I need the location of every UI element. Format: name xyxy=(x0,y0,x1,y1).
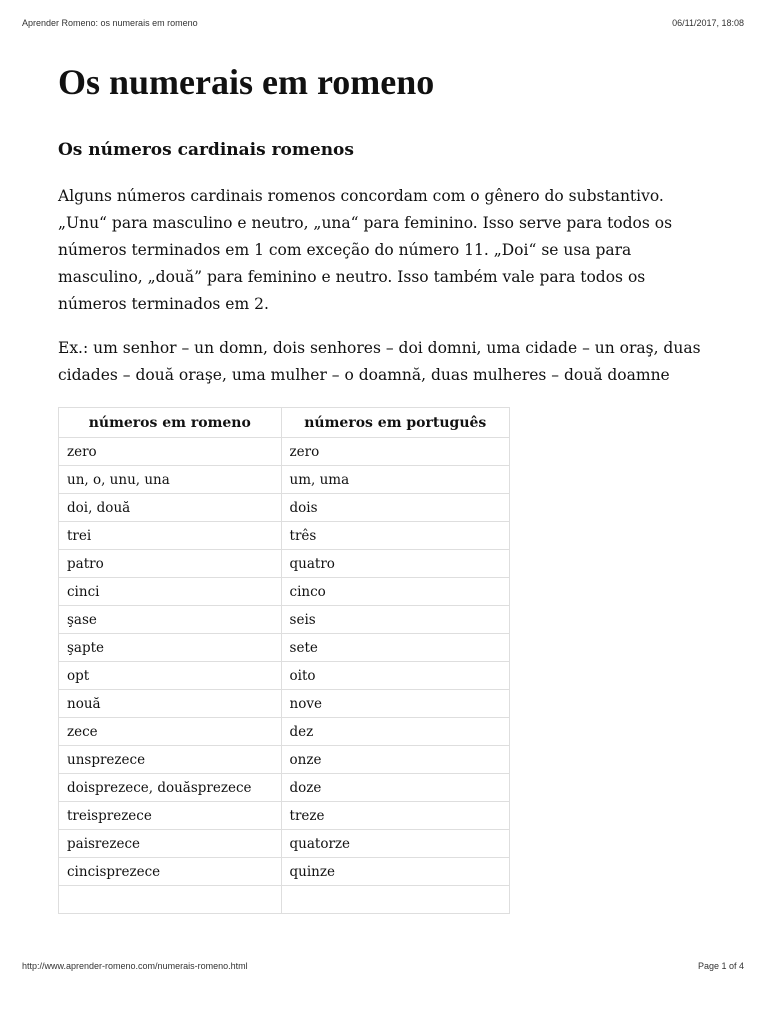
print-footer-url: http://www.aprender-romeno.com/numerais-romeno.html xyxy=(22,961,248,971)
table-row xyxy=(59,858,510,886)
table-row xyxy=(59,802,510,830)
print-header-datetime: 06/11/2017, 18:08 xyxy=(672,18,744,28)
table-row xyxy=(59,522,510,550)
cell-portuguese: treze xyxy=(281,802,509,830)
cell-romanian: şapte xyxy=(59,634,282,662)
print-footer-page-number: Page 1 of 4 xyxy=(697,961,744,971)
table-header-row xyxy=(59,408,510,438)
table-row xyxy=(59,746,510,774)
cell-portuguese: dois xyxy=(281,494,509,522)
cell-romanian: doisprezece, douăsprezece xyxy=(59,774,282,802)
table-row xyxy=(59,634,510,662)
cell-portuguese: um, uma xyxy=(281,466,509,494)
cell-romanian: paisrezece xyxy=(59,830,282,858)
cell-romanian: şase xyxy=(59,606,282,634)
table-row xyxy=(59,550,510,578)
table-body xyxy=(59,438,510,914)
cell-romanian: un, o, unu, una xyxy=(59,466,282,494)
cell-portuguese: dez xyxy=(281,718,509,746)
numbers-table-wrapper xyxy=(58,407,510,919)
paragraph-examples: Ex.: um senhor – un domn, dois senhores – doi domni, uma cidade – un oraş, duas cidades – două oraşe, uma mulher – o doamnă, duas mulheres – două doamne xyxy=(58,339,701,384)
table-row xyxy=(59,438,510,466)
column-header-portuguese: números em português xyxy=(281,408,509,438)
cell-portuguese: quatro xyxy=(281,550,509,578)
cell-portuguese: quinze xyxy=(281,858,509,886)
table-row xyxy=(59,606,510,634)
cell-portuguese: oito xyxy=(281,662,509,690)
column-header-romanian: números em romeno xyxy=(59,408,282,438)
cell-romanian: zero xyxy=(59,438,282,466)
cell-portuguese: seis xyxy=(281,606,509,634)
cell-portuguese: três xyxy=(281,522,509,550)
table-row xyxy=(59,662,510,690)
table-row xyxy=(59,466,510,494)
page-title: Os numerais em romeno xyxy=(58,62,435,102)
cell-portuguese: onze xyxy=(281,746,509,774)
cell-romanian: patro xyxy=(59,550,282,578)
paragraph-gender-agreement: Alguns números cardinais romenos concordam com o gênero do substantivo. „Unu“ para masculino e neutro, „una“ para feminino. Isso serve para todos os números terminados em 1 com exceção do número 11. „Doi“ se usa para masculino, „două” para feminino e neutro. Isso também vale para todos os números terminados em 2. xyxy=(58,187,673,313)
table-row xyxy=(59,578,510,606)
table-row xyxy=(59,690,510,718)
cell-portuguese xyxy=(281,886,509,914)
cell-romanian: treisprezece xyxy=(59,802,282,830)
numbers-table xyxy=(58,407,510,914)
cell-romanian: cinci xyxy=(59,578,282,606)
cell-portuguese: doze xyxy=(281,774,509,802)
table-row xyxy=(59,830,510,858)
cell-romanian xyxy=(59,886,282,914)
cell-portuguese: nove xyxy=(281,690,509,718)
cell-romanian: cincisprezece xyxy=(59,858,282,886)
section-heading: Os números cardinais romenos xyxy=(58,140,354,160)
cell-romanian: zece xyxy=(59,718,282,746)
table-row xyxy=(59,774,510,802)
cell-portuguese: cinco xyxy=(281,578,509,606)
cell-romanian: trei xyxy=(59,522,282,550)
table-row xyxy=(59,494,510,522)
cell-portuguese: zero xyxy=(281,438,509,466)
table-row xyxy=(59,886,510,914)
cell-romanian: nouă xyxy=(59,690,282,718)
cell-romanian: doi, două xyxy=(59,494,282,522)
print-header xyxy=(0,12,768,28)
table-row xyxy=(59,718,510,746)
cell-portuguese: sete xyxy=(281,634,509,662)
article xyxy=(58,55,708,919)
print-header-title: Aprender Romeno: os numerais em romeno xyxy=(22,18,198,28)
cell-romanian: unsprezece xyxy=(59,746,282,774)
cell-romanian: opt xyxy=(59,662,282,690)
cell-portuguese: quatorze xyxy=(281,830,509,858)
